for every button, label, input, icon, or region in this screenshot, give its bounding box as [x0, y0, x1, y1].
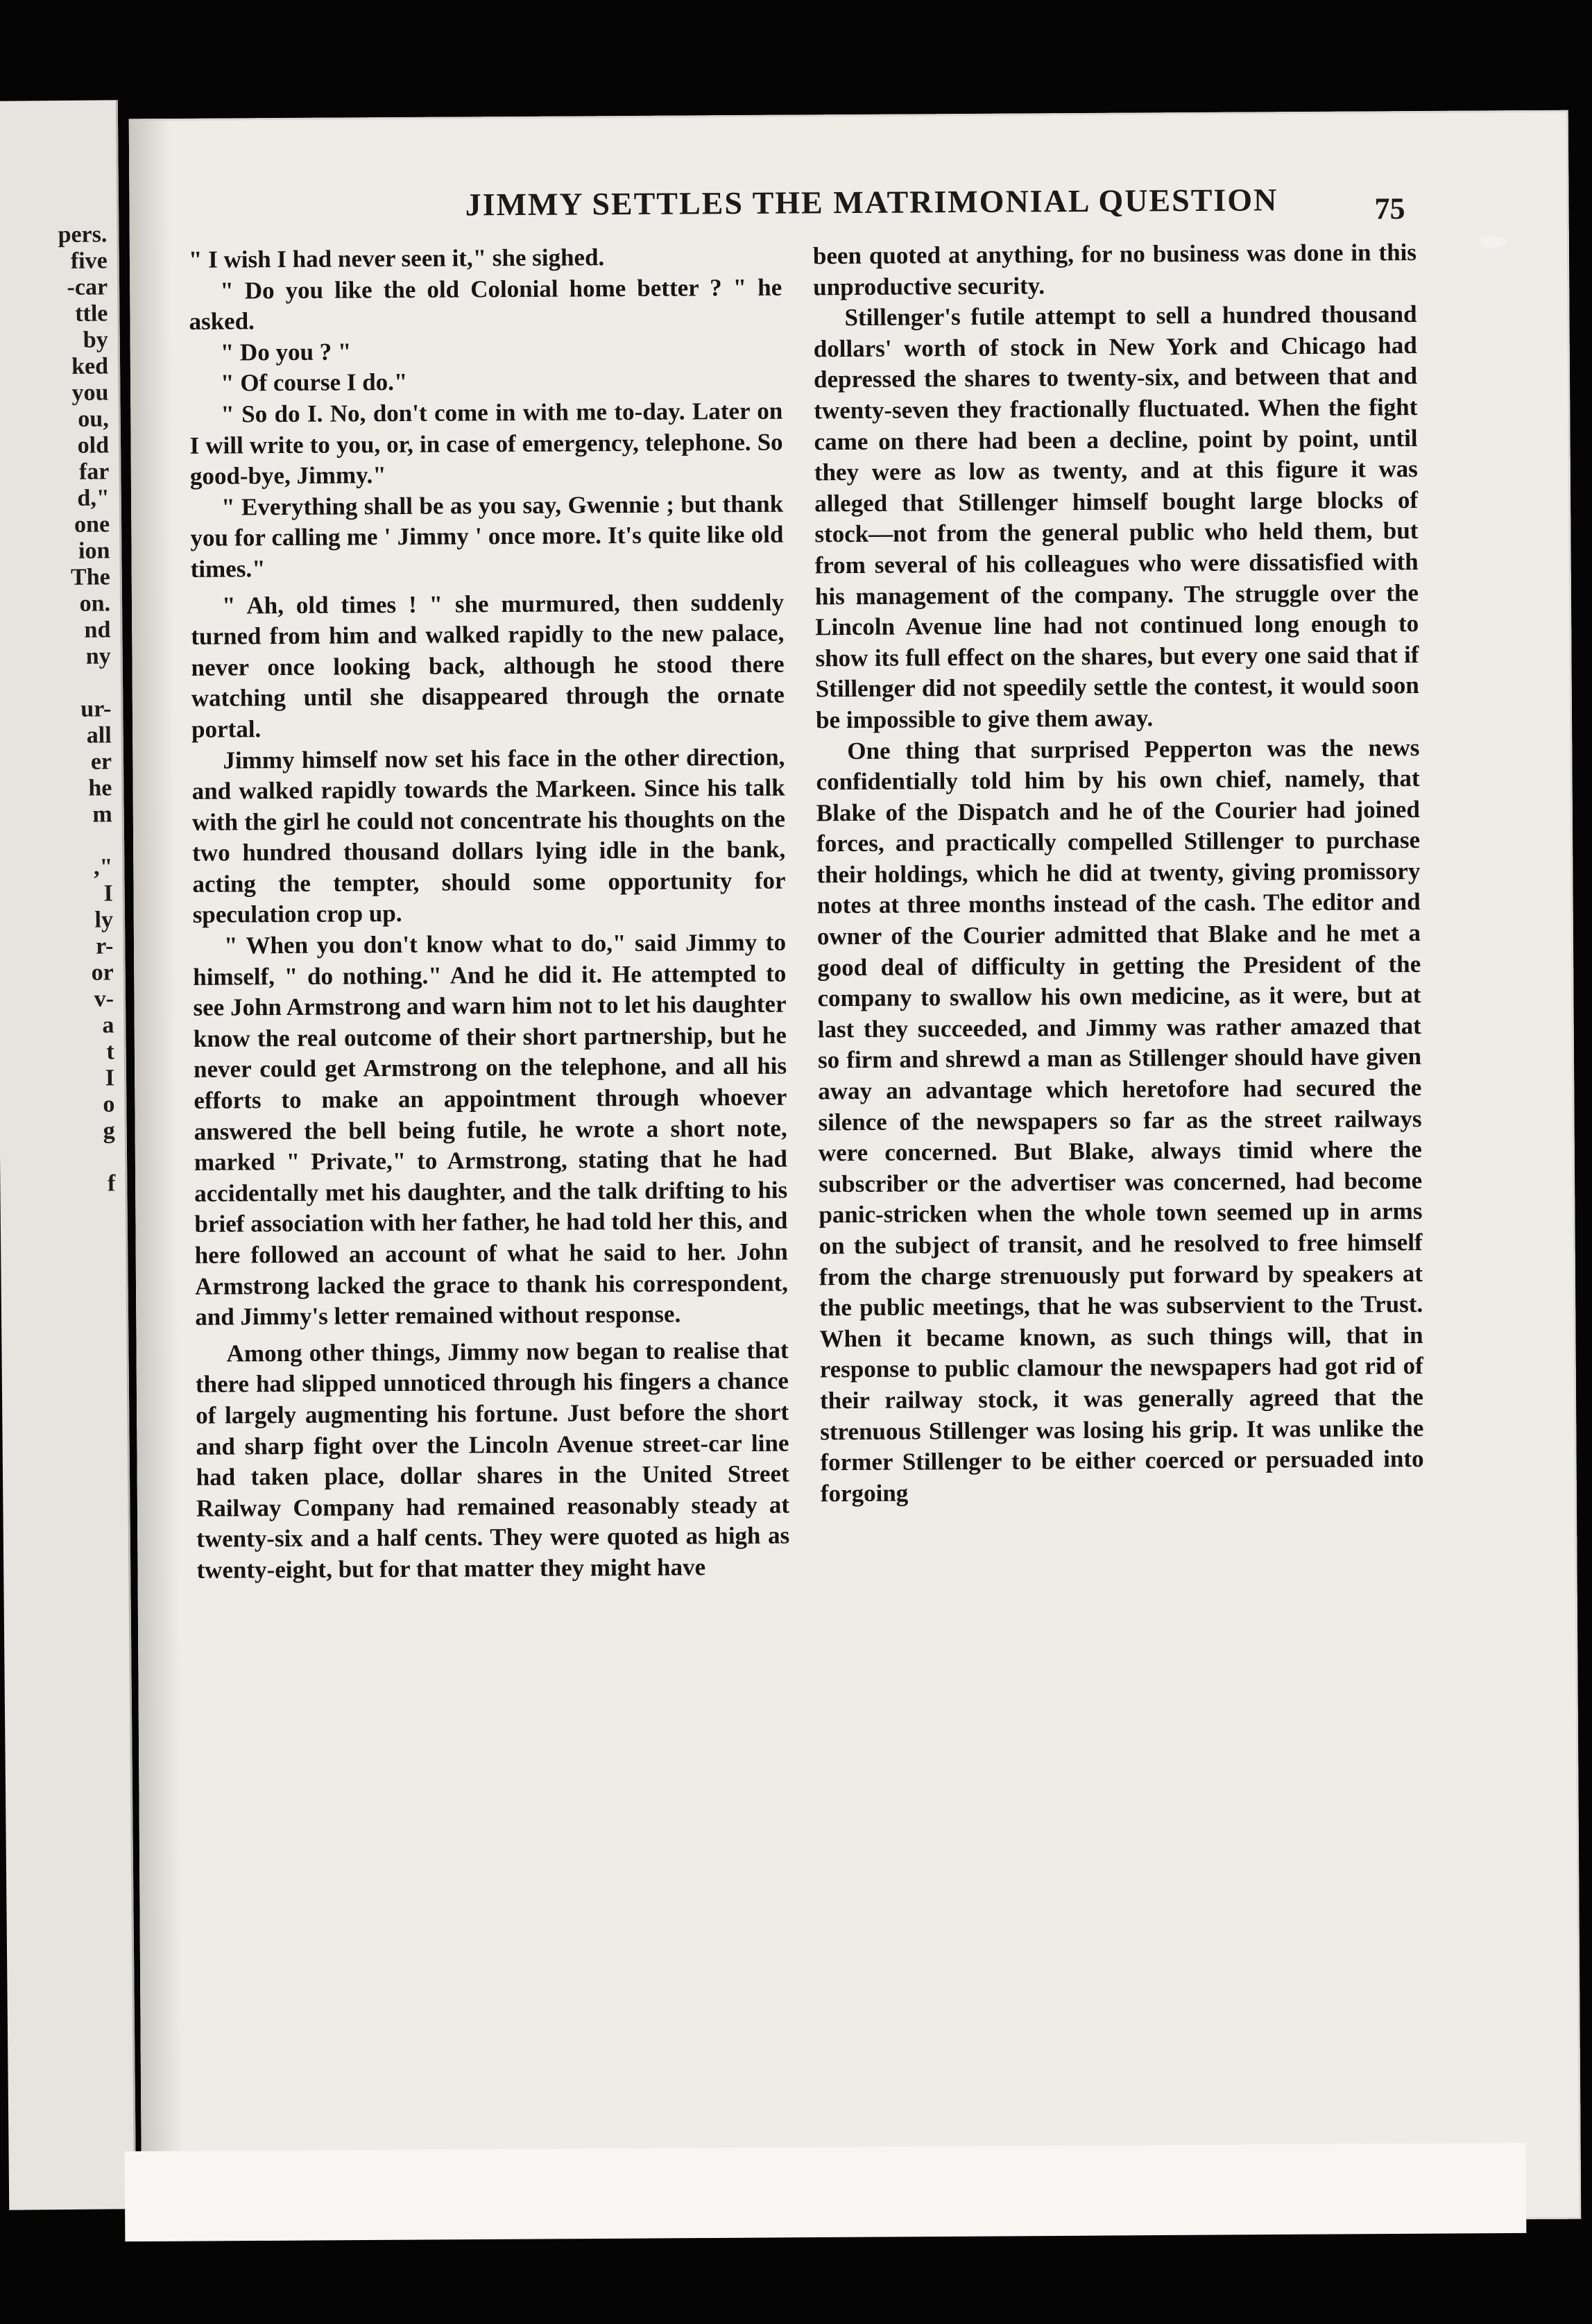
facing-page-line-fragment: -car: [67, 274, 108, 300]
facing-page-line-fragment: v-: [94, 986, 114, 1012]
facing-page-line-fragment: five: [70, 248, 108, 274]
paragraph: Among other things, Jimmy now began to realise that there had slipped unnoticed through his fingers a chance of largely augmenting his fortune. Just before the short and sharp fight over the Lincoln Avenue street-car line had taken place, dollar shares in the United Street Railway Company had remained reasonably steady at twenty-six and a half cents. They were quoted as high as twenty-eight, but for that matter they might have: [195, 1336, 790, 1584]
facing-page-line-fragment: by: [83, 327, 108, 353]
facing-page-line-fragment: ny: [85, 643, 111, 669]
paragraph: " So do I. No, don't come in with me to-day. Later on I will write to you, or, in case of emergency, telephone. So good-bye, Jimmy.": [189, 397, 783, 490]
facing-page-line-fragment: t: [106, 1039, 114, 1065]
facing-page-line-fragment: pers.: [58, 221, 108, 248]
facing-page-line-fragment: I: [105, 1065, 115, 1091]
facing-page-line-fragment: [62, 669, 111, 697]
facing-page-line-fragment: f: [107, 1170, 116, 1197]
paragraph: " Of course I do.": [220, 368, 408, 397]
facing-page-line-fragment: ly: [94, 907, 114, 933]
facing-page-edge: [0, 100, 136, 2210]
facing-page-line-fragment: o: [103, 1091, 115, 1118]
page-gutter-shadow: [129, 119, 184, 2228]
page-number: 75: [1374, 191, 1405, 226]
paragraph: " Do you like the old Colonial home better ? " he asked.: [189, 273, 782, 336]
facing-page-line-fragment: g: [103, 1118, 115, 1144]
facing-page-line-fragment: ou,: [78, 406, 109, 432]
facing-page-line-fragment: ur-: [80, 696, 112, 722]
paragraph: " Ah, old times ! " she murmured, then suddenly turned from him and walked rapidly to the new palace, never once looking back, although he stood there watching until she disappeared through the ornate portal.: [191, 588, 785, 743]
running-header-title: JIMMY SETTLES THE MATRIMONIAL QUESTION: [465, 182, 1278, 223]
facing-page-line-fragment: or: [91, 959, 114, 986]
right-text-column: [813, 237, 1424, 1510]
facing-page-line-fragment: d,": [77, 485, 110, 511]
facing-page-line-fragment: he: [88, 775, 112, 801]
facing-page-line-fragment: er: [90, 749, 112, 775]
facing-page-line-fragment: [63, 828, 112, 855]
facing-page-line-fragment: old: [77, 432, 110, 459]
facing-page-line-fragment: nd: [84, 617, 111, 643]
facing-page-line-fragment: r-: [96, 933, 114, 959]
facing-page-line-fragment: ,": [93, 854, 113, 880]
facing-page-line-fragment: I: [103, 880, 113, 907]
paragraph: Jimmy himself now set his face in the other direction, and walked rapidly towards the Markeen. Since his talk with the girl he could not concentrate his thoughts on the two hundred thousand dollars lying idle in the bank, acting the tempter, should some opportunity for speculation crop up.: [191, 743, 786, 929]
facing-page-line-fragment: The: [70, 564, 110, 590]
page-corner-blemish: [1479, 235, 1507, 248]
paragraph: One thing that surprised Pepperton was the news confidentially told him by his own chief, namely, that Blake of the Dispatch and he of the Courier had joined forces, and practically compelled Stillenger to purchase their holdings, which he did at twenty, giving promissory notes at three months instead of the cash. The editor and owner of the Courier admitted that Blake and he met a good deal of difficulty in getting the President of the company to swallow his own medicine, as it were, but at last they succeeded, and Jimmy was rather amazed that so firm and shrewd a man as Stillenger should have given away an advantage which heretofore had secured the silence of the newspapers so far as the street railways were concerned. But Blake, always timid where the subscriber or the advertiser was concerned, had become panic-stricken when the whole town seemed up in arms on the subject of transit, and he resolved to free himself from the charge strenuously put forward by speakers at the public meetings, that he was subservient to the Trust. When it became known, as such things will, that in response to public clamour the newspapers had got rid of their railway stock, it was generally agreed that the strenuous Stillenger was losing his grip. It was unlike the former Stillenger to be either coerced or persuaded into forgoing: [816, 733, 1424, 1507]
paragraph: Stillenger's futile attempt to sell a hundred thousand dollars' worth of stock in New York and Chicago had depressed the shares to twenty-six, and between that and twenty-seven they fractionally fluctuated. When the fight came on there had been a decline, point by point, until they were as low as twenty, and at this figure it was alleged that Stillenger himself bought large blocks of stock—not from the general public who held them, but from several of his colleagues who were dissatisfied with his management of the company. The struggle over the Lincoln Avenue line had not continued long enough to show its full effect on the shares, but every one said that if Stillenger did not speedily settle the contest, it would soon be impossible to give them away.: [813, 300, 1419, 734]
facing-page-line-fragment: ked: [71, 353, 109, 379]
facing-page-line-fragment: on.: [79, 590, 111, 617]
facing-page-line-fragment: ion: [78, 538, 110, 564]
facing-page-line-fragment: you: [71, 379, 109, 406]
facing-page-text-fragments: [58, 221, 115, 1197]
book-page: [129, 110, 1582, 2228]
paragraph: " Everything shall be as you say, Gwennie ; but thank you for calling me ' Jimmy ' once more. It's quite like old times.": [190, 490, 784, 583]
paragraph: " I wish I had never seen it," she sighed.: [188, 243, 605, 273]
facing-page-line-fragment: [66, 1144, 115, 1171]
left-text-column: [189, 241, 790, 1587]
facing-page-line-fragment: all: [86, 722, 112, 749]
paragraph: " Do you ? ": [220, 338, 352, 366]
paragraph: been quoted at anything, for no business was done in this unproductive security.: [812, 239, 1417, 300]
page-bottom-margin: [125, 2143, 1527, 2241]
facing-page-line-fragment: ttle: [75, 300, 108, 327]
facing-page-line-fragment: a: [102, 1012, 114, 1039]
facing-page-line-fragment: m: [92, 801, 112, 828]
paragraph: " When you don't know what to do," said Jimmy to himself, " do nothing." And he did it. He attempted to see John Armstrong and warn him not to let his daughter know the real outcome of their short partnership, but he never could get Armstrong on the telephone, and all his efforts to make an appointment through whoever answered the bell being futile, he wrote a short note, marked " Private," to Armstrong, stating that he had accidentally met his daughter, and the talk drifting to his brief association with her father, he had told her this, and here followed an account of what he said to her. John Armstrong lacked the grace to thank his correspondent, and Jimmy's letter remained without response.: [193, 928, 789, 1331]
facing-page-line-fragment: one: [74, 511, 110, 538]
facing-page-line-fragment: far: [78, 459, 110, 485]
